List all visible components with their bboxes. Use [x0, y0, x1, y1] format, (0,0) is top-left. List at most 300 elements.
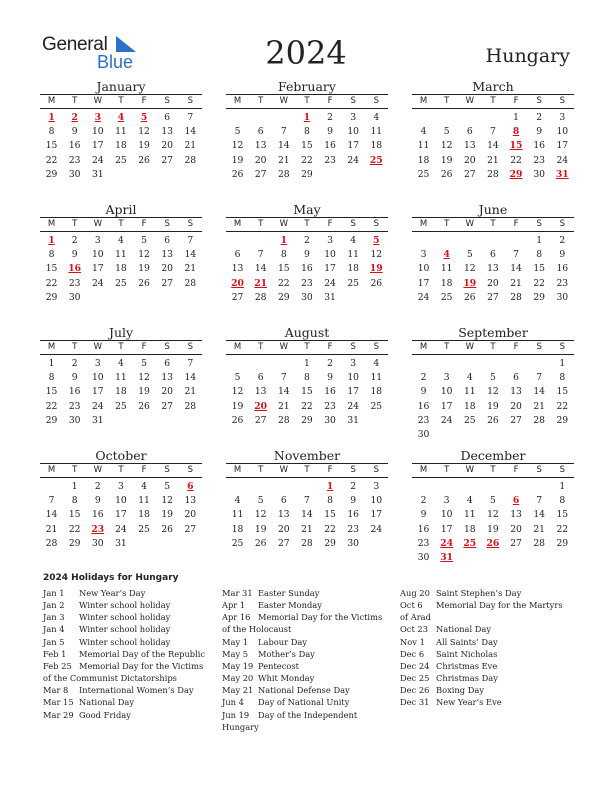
- day-cell: 2: [420, 372, 427, 384]
- day-cell: 20: [463, 154, 476, 166]
- weekday-label: F: [327, 219, 333, 229]
- weekday-label: W: [465, 342, 475, 352]
- day-cell: 5: [141, 235, 147, 246]
- day-cell: 7: [513, 249, 519, 261]
- weekday-label: M: [419, 219, 428, 229]
- day-cell: 5: [141, 358, 147, 369]
- weekday-header: [412, 218, 574, 232]
- day-cell: 25: [115, 277, 127, 289]
- holiday-day: 15: [509, 140, 523, 152]
- weekday-label: W: [93, 342, 103, 352]
- day-cell: 24: [556, 154, 569, 166]
- weekday-label: M: [47, 219, 56, 229]
- day-cell: 11: [463, 386, 476, 398]
- day-cell: 20: [277, 523, 290, 535]
- empty-day: [458, 480, 481, 494]
- weekday-label: T: [118, 96, 124, 106]
- holiday-day: 19: [463, 277, 477, 289]
- day-cell: 12: [440, 140, 453, 152]
- day-cell: 25: [417, 168, 430, 180]
- day-cell: 23: [556, 277, 569, 289]
- day-cell: 23: [301, 277, 313, 289]
- day-cell: 27: [184, 523, 197, 535]
- weekday-header: [226, 218, 388, 232]
- weekday-label: T: [72, 219, 78, 229]
- holiday-name: Mother’s Day: [258, 648, 315, 659]
- holiday-date: Feb 1: [43, 648, 67, 659]
- day-cell: 16: [347, 509, 360, 521]
- holiday-item: [222, 636, 392, 648]
- day-cell: 24: [347, 400, 360, 412]
- day-cell: 6: [466, 126, 473, 138]
- day-cell: 30: [417, 551, 430, 563]
- day-cell: 30: [91, 537, 104, 549]
- day-cell: 17: [440, 523, 453, 535]
- weekday-label: T: [72, 342, 78, 352]
- day-cell: 4: [466, 495, 473, 507]
- holiday-item: [222, 709, 392, 733]
- day-cell: 16: [91, 509, 104, 521]
- weekday-header: [40, 95, 202, 109]
- holiday-date: Nov 1: [400, 636, 425, 647]
- day-cell: 27: [463, 168, 476, 180]
- holiday-name: Saint Stephen’s Day: [436, 588, 522, 598]
- day-cell: 13: [184, 495, 197, 507]
- empty-day: [40, 480, 63, 494]
- holiday-day: 26: [486, 537, 500, 549]
- day-cell: 21: [510, 277, 522, 289]
- holiday-item: [222, 660, 392, 672]
- day-cell: 24: [91, 400, 104, 412]
- holiday-name: Christmas Eve: [436, 660, 498, 671]
- day-cell: 30: [68, 414, 81, 426]
- day-cell: 26: [487, 414, 499, 426]
- holiday-column-1: [43, 587, 213, 721]
- holiday-name: National Day: [436, 624, 492, 635]
- holiday-item: [222, 648, 392, 660]
- day-cell: 1: [559, 358, 566, 369]
- day-cell: 7: [304, 495, 310, 507]
- day-cell: 7: [257, 249, 264, 261]
- day-cell: 27: [254, 414, 267, 426]
- day-cell: 2: [559, 235, 566, 246]
- day-cell: 29: [45, 414, 58, 426]
- day-cell: 4: [350, 235, 357, 246]
- month-july: [40, 325, 202, 428]
- day-cell: 11: [370, 372, 383, 384]
- month-june: [412, 202, 574, 305]
- day-cell: 17: [115, 509, 127, 521]
- holiday-date: Mar 15: [43, 697, 74, 708]
- day-cell: 21: [487, 154, 499, 166]
- day-cell: 19: [138, 386, 150, 398]
- holiday-name: Winter school holiday: [79, 636, 171, 647]
- day-cell: 22: [277, 277, 290, 289]
- empty-day: [272, 357, 295, 371]
- holiday-date: Jan 3: [43, 612, 65, 623]
- day-cell: 30: [68, 291, 81, 303]
- holiday-day: 8: [512, 126, 520, 138]
- day-cell: 21: [277, 400, 290, 412]
- weekday-header: [226, 95, 388, 109]
- holiday-date: Aug 20: [400, 588, 430, 598]
- month-october: [40, 448, 202, 551]
- day-cell: 25: [347, 277, 360, 289]
- holiday-item: [43, 696, 213, 708]
- empty-day: [412, 480, 435, 494]
- holiday-date: Mar 8: [43, 685, 69, 696]
- day-cell: 21: [533, 400, 546, 412]
- holiday-date: Jan 4: [43, 624, 65, 635]
- day-cell: 29: [301, 414, 313, 426]
- day-cell: 1: [513, 112, 519, 123]
- day-cell: 11: [231, 509, 244, 521]
- day-cell: 13: [510, 386, 522, 398]
- holiday-item: [222, 587, 392, 599]
- day-cell: 4: [373, 358, 380, 369]
- holiday-name: Good Friday: [79, 709, 131, 720]
- day-cell: 18: [138, 509, 150, 521]
- holiday-item: [43, 599, 213, 611]
- day-cell: 15: [556, 386, 569, 398]
- day-cell: 17: [324, 263, 336, 275]
- weekday-label: T: [72, 465, 78, 475]
- month-title: November: [273, 448, 341, 463]
- weekday-label: S: [164, 96, 170, 106]
- day-cell: 9: [536, 126, 543, 138]
- day-cell: 19: [231, 400, 244, 412]
- holiday-day: 3: [94, 112, 102, 123]
- day-cell: 23: [324, 154, 336, 166]
- day-cell: 22: [533, 277, 546, 289]
- day-cell: 19: [487, 523, 499, 535]
- holiday-name: Winter school holiday: [79, 624, 171, 635]
- holiday-day: 4: [117, 112, 125, 123]
- day-cell: 18: [370, 386, 383, 398]
- holiday-day: 16: [68, 263, 82, 275]
- day-cell: 1: [71, 481, 78, 492]
- day-cell: 10: [440, 386, 453, 398]
- holiday-name: Winter school holiday: [79, 612, 171, 623]
- day-cell: 12: [231, 140, 244, 152]
- day-cell: 14: [533, 509, 546, 521]
- holiday-item: [43, 684, 213, 696]
- day-cell: 28: [533, 537, 546, 549]
- weekday-label: T: [118, 465, 124, 475]
- day-cell: 22: [45, 400, 58, 412]
- holiday-date: Apr 16: [222, 612, 251, 623]
- empty-day: [249, 234, 272, 248]
- month-september: [412, 325, 574, 442]
- day-cell: 21: [45, 523, 58, 535]
- weekday-label: S: [164, 342, 170, 352]
- month-title: February: [278, 79, 336, 94]
- day-cell: 27: [161, 400, 174, 412]
- holiday-name: Day of the Independent Hungary: [222, 709, 358, 732]
- empty-day: [481, 111, 504, 125]
- day-cell: 30: [324, 414, 336, 426]
- day-cell: 21: [533, 523, 546, 535]
- day-cell: 14: [45, 509, 58, 521]
- holiday-date: May 20: [222, 673, 254, 684]
- day-cell: 22: [301, 400, 313, 412]
- day-cell: 26: [231, 168, 244, 180]
- day-cell: 3: [94, 235, 101, 246]
- weekday-label: W: [93, 465, 103, 475]
- empty-day: [272, 480, 295, 494]
- empty-day: [505, 480, 528, 494]
- day-cell: 26: [254, 537, 267, 549]
- day-cell: 25: [138, 523, 150, 535]
- weekday-label: F: [141, 465, 147, 475]
- day-cell: 9: [71, 249, 78, 261]
- day-cell: 19: [231, 154, 244, 166]
- holiday-date: May 21: [222, 685, 254, 696]
- day-cell: 2: [327, 358, 333, 369]
- weekday-label: W: [279, 465, 289, 475]
- month-title: May: [293, 202, 321, 217]
- day-cell: 19: [161, 509, 174, 521]
- day-cell: 3: [350, 358, 357, 369]
- holiday-date: Apr 1: [222, 600, 246, 611]
- day-cell: 30: [533, 168, 546, 180]
- weekday-label: F: [513, 96, 519, 106]
- month-january: [40, 79, 202, 182]
- day-cell: 24: [440, 414, 453, 426]
- holiday-name: All Saints’ Day: [436, 636, 498, 647]
- day-cell: 22: [510, 154, 522, 166]
- holiday-name: New Year’s Day: [79, 588, 146, 598]
- day-cell: 28: [510, 291, 522, 303]
- holiday-date: Mar 31: [222, 588, 253, 598]
- weekday-label: F: [141, 96, 147, 106]
- weekday-label: M: [233, 96, 242, 106]
- holiday-name: Memorial Day for the Martyrs of Arad: [400, 600, 563, 623]
- day-cell: 16: [417, 523, 430, 535]
- day-cell: 18: [231, 523, 244, 535]
- weekday-label: T: [304, 219, 310, 229]
- day-cell: 3: [443, 495, 450, 507]
- day-cell: 3: [443, 372, 450, 384]
- holiday-name: Pentecost: [258, 660, 299, 671]
- day-cell: 27: [254, 168, 267, 180]
- day-cell: 22: [45, 154, 58, 166]
- day-cell: 1: [48, 358, 55, 369]
- day-cell: 4: [141, 481, 147, 492]
- day-cell: 15: [324, 509, 336, 521]
- holiday-name: National Day: [79, 697, 135, 708]
- day-cell: 28: [277, 414, 290, 426]
- day-cell: 14: [184, 249, 197, 261]
- weekday-header: [226, 341, 388, 355]
- day-cell: 25: [231, 537, 244, 549]
- day-cell: 5: [234, 372, 241, 384]
- holiday-name: National Defense Day: [258, 685, 350, 696]
- holiday-name: Whit Monday: [258, 673, 315, 684]
- weekday-label: S: [559, 465, 566, 475]
- holiday-item: [43, 648, 213, 660]
- weekday-label: F: [513, 219, 519, 229]
- day-cell: 21: [277, 154, 290, 166]
- holiday-date: Jun 19: [222, 709, 250, 720]
- day-cell: 14: [510, 263, 522, 275]
- weekday-label: T: [118, 219, 124, 229]
- day-cell: 3: [118, 481, 124, 492]
- day-cell: 22: [68, 523, 81, 535]
- day-cell: 10: [91, 372, 104, 384]
- day-cell: 2: [420, 495, 427, 507]
- day-cell: 8: [48, 249, 55, 261]
- weekday-label: M: [419, 465, 428, 475]
- country-name: Hungary: [485, 45, 570, 67]
- holiday-item: [43, 611, 213, 623]
- holiday-date: Jan 1: [43, 588, 65, 598]
- day-cell: 25: [115, 400, 127, 412]
- day-cell: 6: [164, 235, 171, 246]
- day-cell: 7: [536, 495, 543, 507]
- empty-day: [412, 234, 435, 248]
- month-title: June: [478, 202, 508, 217]
- weekday-label: T: [444, 465, 450, 475]
- holiday-name: Easter Monday: [258, 600, 322, 611]
- day-cell: 27: [277, 537, 290, 549]
- day-cell: 23: [417, 537, 430, 549]
- day-cell: 17: [91, 386, 104, 398]
- holiday-item: [222, 696, 392, 708]
- month-december: [412, 448, 574, 565]
- day-cell: 31: [347, 414, 360, 426]
- weekday-label: S: [536, 219, 542, 229]
- day-cell: 12: [487, 509, 499, 521]
- day-cell: 26: [138, 154, 150, 166]
- day-cell: 26: [138, 277, 150, 289]
- holiday-date: Jan 2: [43, 600, 65, 611]
- empty-day: [481, 357, 504, 371]
- day-cell: 5: [443, 126, 450, 138]
- day-cell: 15: [45, 263, 58, 275]
- day-cell: 15: [556, 509, 569, 521]
- weekday-label: M: [419, 96, 428, 106]
- day-cell: 9: [304, 249, 310, 261]
- holiday-item: [222, 684, 392, 696]
- day-cell: 14: [277, 140, 290, 152]
- day-cell: 8: [559, 495, 566, 507]
- day-cell: 28: [277, 168, 290, 180]
- day-cell: 14: [301, 509, 313, 521]
- day-cell: 19: [138, 263, 150, 275]
- empty-day: [226, 357, 249, 371]
- holiday-name: New Year’s Eve: [436, 697, 502, 708]
- day-cell: 10: [324, 249, 336, 261]
- day-cell: 15: [45, 386, 58, 398]
- month-title: July: [108, 325, 134, 340]
- day-cell: 9: [420, 386, 427, 398]
- day-cell: 10: [91, 126, 104, 138]
- day-cell: 6: [490, 249, 496, 261]
- day-cell: 14: [184, 372, 197, 384]
- holiday-day: 20: [231, 277, 244, 289]
- empty-day: [226, 480, 249, 494]
- day-cell: 13: [161, 372, 174, 384]
- weekday-header: [226, 464, 388, 478]
- day-cell: 30: [417, 428, 430, 440]
- weekday-label: F: [141, 342, 147, 352]
- day-cell: 27: [487, 291, 499, 303]
- holiday-day: 25: [369, 154, 383, 166]
- day-cell: 1: [536, 235, 543, 246]
- empty-day: [226, 234, 249, 248]
- day-cell: 6: [257, 126, 264, 138]
- day-cell: 7: [187, 112, 194, 123]
- day-cell: 16: [301, 263, 313, 275]
- day-cell: 22: [556, 523, 569, 535]
- holiday-day: 1: [48, 112, 55, 123]
- day-cell: 2: [304, 235, 310, 246]
- day-cell: 9: [94, 495, 101, 507]
- day-cell: 6: [164, 358, 171, 369]
- day-cell: 8: [536, 249, 543, 261]
- day-cell: 3: [420, 249, 427, 261]
- day-cell: 28: [184, 154, 197, 166]
- weekday-label: T: [304, 465, 310, 475]
- holiday-name: Saint Nicholas: [436, 648, 498, 659]
- day-cell: 27: [510, 537, 522, 549]
- day-cell: 4: [420, 126, 427, 138]
- holiday-item: [400, 672, 570, 684]
- holiday-item: [43, 660, 213, 684]
- weekday-label: T: [444, 96, 450, 106]
- day-cell: 23: [324, 400, 336, 412]
- holiday-name: Memorial Day for the Victims of the Communist Dictatorships: [43, 660, 204, 684]
- holiday-date: May 5: [222, 648, 249, 659]
- day-cell: 24: [370, 523, 383, 535]
- holiday-name: Day of National Unity: [258, 697, 350, 708]
- weekday-label: S: [373, 96, 380, 106]
- day-cell: 1: [304, 358, 310, 369]
- day-cell: 26: [440, 168, 453, 180]
- empty-day: [249, 480, 272, 494]
- day-cell: 20: [254, 154, 267, 166]
- day-cell: 17: [347, 386, 360, 398]
- holiday-day: 19: [369, 263, 383, 275]
- weekday-label: M: [47, 96, 56, 106]
- day-cell: 7: [280, 126, 287, 138]
- weekday-header: [40, 341, 202, 355]
- weekday-label: S: [350, 465, 356, 475]
- day-cell: 28: [45, 537, 58, 549]
- day-cell: 7: [187, 358, 194, 369]
- day-cell: 8: [304, 372, 310, 384]
- holiday-date: Oct 23: [400, 624, 428, 635]
- holiday-item: [43, 636, 213, 648]
- day-cell: 16: [556, 263, 569, 275]
- day-cell: 15: [301, 140, 313, 152]
- empty-day: [412, 111, 435, 125]
- month-april: [40, 202, 202, 305]
- day-cell: 17: [91, 263, 104, 275]
- month-title: March: [472, 79, 514, 94]
- empty-day: [226, 111, 249, 125]
- weekday-label: M: [233, 465, 242, 475]
- page-title-year: 2024: [265, 34, 347, 72]
- weekday-label: S: [373, 219, 380, 229]
- day-cell: 16: [68, 140, 81, 152]
- empty-day: [505, 357, 528, 371]
- day-cell: 11: [347, 249, 360, 261]
- day-cell: 6: [234, 249, 241, 261]
- day-cell: 18: [115, 140, 127, 152]
- day-cell: 29: [556, 414, 569, 426]
